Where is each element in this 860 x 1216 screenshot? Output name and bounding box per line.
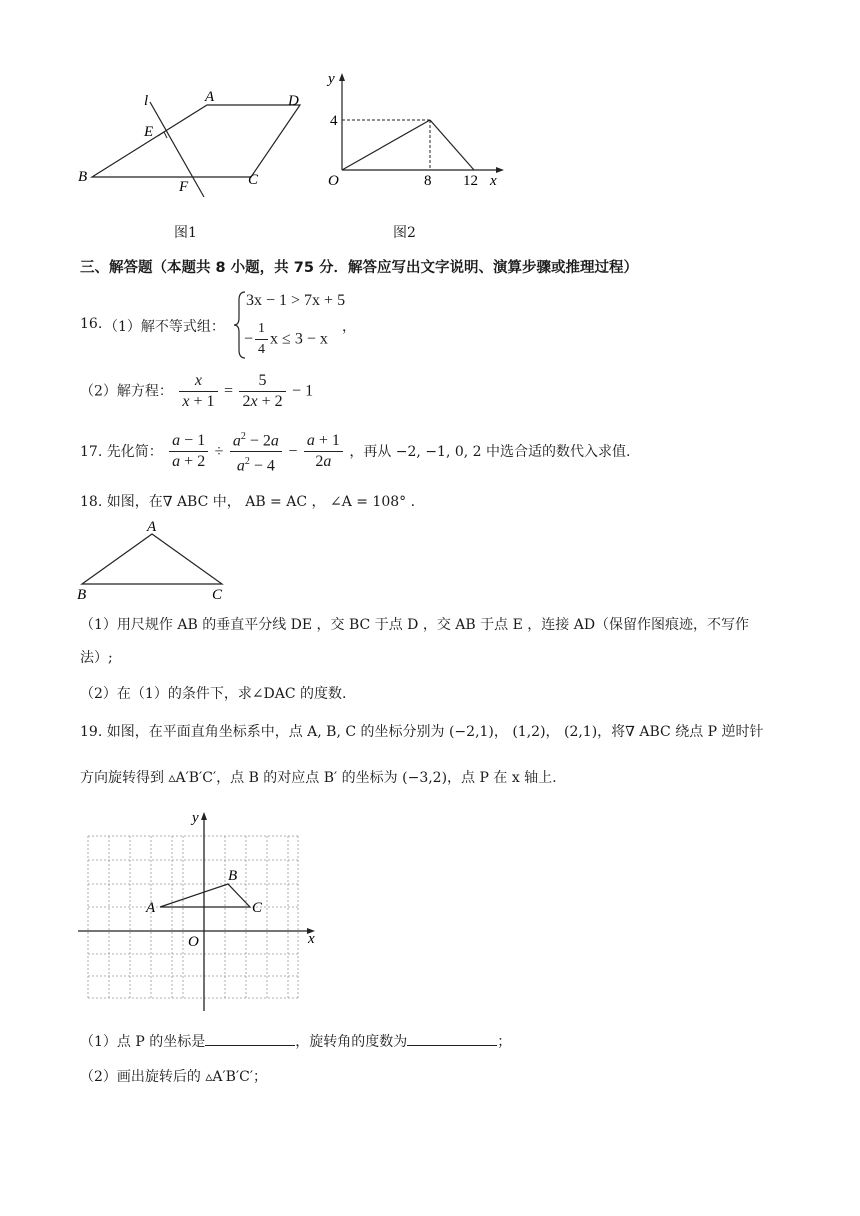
origin-label: O bbox=[328, 173, 339, 189]
answer-blank-rotation-angle[interactable] bbox=[407, 1031, 497, 1046]
question-18-intro: 18. 如图，在∇ ABC 中， AB = AC ， ∠A = 108° . bbox=[80, 494, 416, 510]
q17-text-end: ，再从 −2, −1, 0, 2 中选合适的数代入求值. bbox=[349, 443, 631, 460]
question-17: 17. 先化简： $\frac{a - 1}{a + 2}$ ÷ $\frac{a^2 - 2a}{a^2 - 4}$ − $\frac{a + 1}{2a}$ ，再从 −2, −1, 0, 2 中选合适的数代入求值. bbox=[80, 428, 631, 476]
tri-label-C: C bbox=[212, 587, 223, 602]
question-19-line-1: 19. 如图，在平面直角坐标系中，点 A, B, C 的坐标分别为 (−2,1)， (1,2)， (2,1)，将∇ ABC 绕点 P 逆时针 bbox=[80, 724, 764, 740]
label-F: F bbox=[179, 179, 189, 195]
label-l: l bbox=[144, 93, 149, 109]
fraction-a-plus-1: $\frac{a + 1}{2a}$ bbox=[304, 432, 343, 471]
inequality-2-tail: x ≤ 3 − x bbox=[270, 330, 328, 348]
tri-label-A: A bbox=[147, 519, 157, 535]
question-18-part-1-line-1: （1）用尺规作 AB 的垂直平分线 DE ，交 BC 于点 D ，交 AB 于点 E ，连接 AD（保留作图痕迹，不写作 bbox=[80, 617, 750, 633]
answer-blank-point-p[interactable] bbox=[205, 1031, 295, 1046]
figure-coordinate-grid bbox=[74, 806, 324, 1016]
question-19-part-2: （2）画出旋转后的 ▵A′B′C′； bbox=[80, 1069, 268, 1085]
tick-x-12: 12 bbox=[463, 173, 478, 189]
label-B: B bbox=[78, 169, 88, 185]
grid-origin-label: O bbox=[188, 934, 199, 950]
inequality-2: − $\frac{1}{4}$ x ≤ 3 − x bbox=[244, 321, 328, 357]
grid-axis-label-x: x bbox=[308, 931, 315, 947]
figure-triangle-abc bbox=[74, 518, 244, 602]
grid-label-B: B bbox=[228, 868, 238, 884]
question-18-part-1-line-2: 法）; bbox=[80, 650, 113, 666]
question-19-line-2: 方向旋转得到 ▵A′B′C′，点 B 的对应点 B′ 的坐标为 (−3,2)，点 P 在 x 轴上. bbox=[80, 770, 557, 786]
q16-part2-label: （2）解方程： bbox=[80, 383, 173, 400]
tri-label-B: B bbox=[77, 587, 87, 602]
label-D: D bbox=[288, 93, 299, 109]
inequality-1: 3x − 1 > 7x + 5 bbox=[246, 292, 346, 309]
fraction-x-over-x-plus-1: $\frac{x}{x + 1}$ bbox=[179, 372, 217, 411]
q16-number: 16. bbox=[80, 316, 103, 332]
q19-part1-c: ； bbox=[497, 1034, 512, 1050]
label-A: A bbox=[205, 89, 215, 105]
tick-x-8: 8 bbox=[424, 173, 432, 189]
q16-comma: ， bbox=[342, 319, 356, 335]
question-19-part-1 bbox=[80, 1031, 511, 1051]
q17-text-start: 先化简： bbox=[106, 443, 163, 460]
question-16-part-2: （2）解方程： $\frac{x}{x + 1}$ = $\frac{5}{2x + 2}$ − 1 bbox=[80, 372, 314, 410]
grid-label-A: A bbox=[146, 900, 156, 916]
q16-eq-tail: − 1 bbox=[292, 382, 314, 400]
q16-part1-label: （1）解不等式组： bbox=[104, 319, 225, 335]
tick-y-4: 4 bbox=[330, 113, 338, 129]
question-16-part-1 bbox=[80, 290, 480, 360]
axis-label-x: x bbox=[490, 173, 497, 189]
figure-1-parallelogram bbox=[70, 85, 320, 210]
section-3-heading: 三、解答题（本题共 8 小题，共 75 分．解答应写出文字说明、演算步骤或推理过程） bbox=[80, 260, 638, 276]
q17-number: 17. bbox=[80, 443, 103, 460]
grid-label-C: C bbox=[252, 900, 263, 916]
figure-1-caption: 图1 bbox=[174, 225, 197, 241]
label-E: E bbox=[144, 124, 154, 140]
question-18-part-2: （2）在（1）的条件下，求∠DAC 的度数. bbox=[80, 686, 347, 702]
figure-2-graph bbox=[318, 68, 508, 193]
fraction-5-over-2x-plus-2: $\frac{5}{2x + 2}$ bbox=[239, 372, 285, 411]
label-C: C bbox=[248, 172, 259, 188]
grid-axis-label-y: y bbox=[192, 810, 199, 826]
q19-part1-a: （1）点 P 的坐标是 bbox=[80, 1034, 206, 1050]
figure-2-caption: 图2 bbox=[393, 225, 416, 241]
q19-part1-b: ，旋转角的度数为 bbox=[295, 1034, 408, 1050]
axis-label-y: y bbox=[328, 71, 335, 87]
fraction-a-minus-1: $\frac{a - 1}{a + 2}$ bbox=[169, 432, 208, 471]
fraction-a2-minus-2a: $\frac{a^2 - 2a}{a^2 - 4}$ bbox=[230, 428, 282, 476]
